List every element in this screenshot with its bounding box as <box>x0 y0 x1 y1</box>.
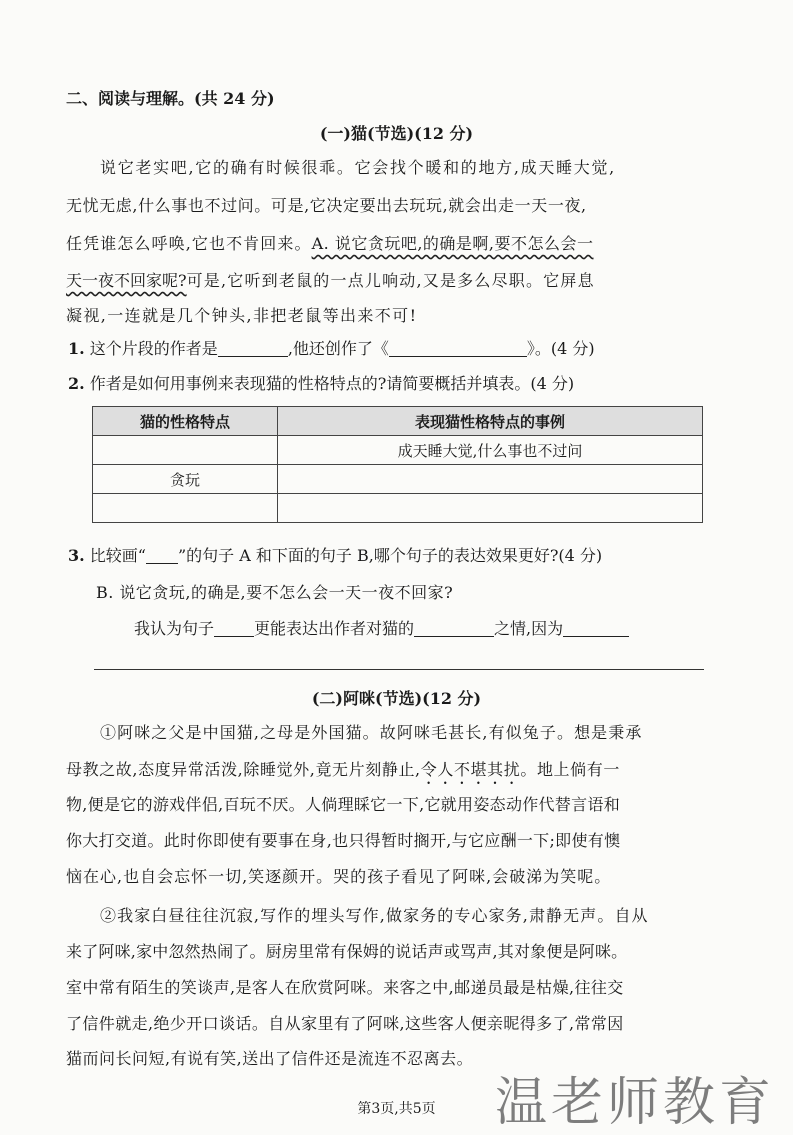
q1-suffix: 》。(4 分) <box>526 339 595 358</box>
passage2-line: 来了阿咪,家中忽然热闹了。厨房里常有保姆的说话声或骂声,其对象便是阿咪。 <box>66 942 628 961</box>
question-3 <box>68 543 602 566</box>
table-cell[interactable] <box>278 465 703 494</box>
table-row <box>93 436 703 465</box>
q3-mark-blank[interactable] <box>146 547 178 564</box>
q3-sentence-blank[interactable] <box>214 620 254 637</box>
table-cell[interactable] <box>93 436 278 465</box>
q3-prefix: 比较画“ <box>89 546 146 565</box>
passage2-line: 物,便是它的游戏伴侣,百玩不厌。人倘理睬它一下,它就用姿态动作代替言语和 <box>66 795 621 814</box>
passage2-line: ①阿咪之父是中国猫,之母是外国猫。故阿咪毛甚长,有似兔子。想是秉承 <box>100 723 643 742</box>
q2-number: 2. <box>68 374 85 393</box>
table-row <box>93 465 703 494</box>
q3-feeling-blank[interactable] <box>414 620 494 637</box>
question-2 <box>68 371 574 394</box>
passage1-line <box>66 231 594 254</box>
q3-answer <box>134 616 629 639</box>
table-header-row <box>93 407 703 436</box>
table-header: 表现猫性格特点的事例 <box>278 407 703 436</box>
passage2-text: 母教之故,态度异常活泼,除睡觉外,竟无片刻静止, <box>66 760 421 779</box>
sentence-a: A. 说它贪玩吧,的确是啊,要不怎么会一 <box>311 234 594 253</box>
passage2-line: 猫而问长问短,有说有笑,送出了信件还是流连不忍离去。 <box>66 1049 474 1068</box>
question-1 <box>68 336 595 359</box>
q3-answer-mid2: 之情,因为 <box>494 619 564 638</box>
q2-text: 作者是如何用事例来表现猫的性格特点的?请简要概括并填表。(4 分) <box>89 374 575 393</box>
q3-reason-blank[interactable] <box>563 620 629 637</box>
passage2-line: 了信件就走,绝少开口谈话。自从家里有了阿咪,这些客人便亲昵得多了,常常因 <box>66 1014 624 1033</box>
passage2-text: 。地上倘有一 <box>520 760 620 779</box>
table-cell: 贪玩 <box>93 465 278 494</box>
passage2-line <box>66 757 620 788</box>
q3-answer-line[interactable] <box>94 669 704 670</box>
table-row <box>93 494 703 523</box>
q3-sentence-b: B. 说它贪玩,的确是,要不怎么会一天一夜不回家? <box>96 583 454 602</box>
q1-prefix: 这个片段的作者是 <box>89 339 218 358</box>
q3-number: 3. <box>68 546 85 565</box>
passage1-text: 可是,它听到老鼠的一点儿响动,又是多么尽职。它屏息 <box>186 271 595 290</box>
passage1-title: (一)猫(节选)(12 分) <box>319 124 474 143</box>
passage1-line: 凝视,一连就是几个钟头,非把老鼠等出来不可! <box>66 306 418 325</box>
passage2-line: ②我家白昼往往沉寂,写作的埋头写作,做家务的专心家务,肃静无声。自从 <box>100 906 649 925</box>
passage1-text: 任凭谁怎么呼唤,它也不肯回来。 <box>66 234 312 253</box>
section-heading: 二、阅读与理解。(共 24 分) <box>66 89 275 108</box>
q3-answer-mid: 更能表达出作者对猫的 <box>254 619 415 638</box>
passage2-title: (二)阿咪(节选)(12 分) <box>311 689 482 708</box>
table-cell: 成天睡大觉,什么事也不过问 <box>278 436 703 465</box>
passage2-line: 你大打交道。此时你即使有要事在身,也只得暂时搁开,与它应酬一下;即使有懊 <box>66 831 621 850</box>
q3-suffix: ”的句子 A 和下面的句子 B,哪个句子的表达效果更好?(4 分) <box>177 546 603 565</box>
sentence-a-continued: 天一夜不回家呢? <box>66 271 187 290</box>
watermark-text: 温老师教育 <box>494 1073 775 1133</box>
passage1-line: 无忧无虑,什么事也不过问。可是,它决定要出去玩玩,就会出走一天一夜, <box>66 196 587 215</box>
passage2-line: 室中常有陌生的笑谈声,是客人在欣赏阿咪。来客之中,邮递员最是枯燥,往往交 <box>66 978 624 997</box>
table-header: 猫的性格特点 <box>93 407 278 436</box>
q1-middle: ,他还创作了《 <box>287 339 389 358</box>
table-cell[interactable] <box>278 494 703 523</box>
table-cell[interactable] <box>93 494 278 523</box>
q3-answer-prefix: 我认为句子 <box>134 619 215 638</box>
passage1-line <box>66 268 595 291</box>
passage1-line: 说它老实吧,它的确有时候很乖。它会找个暖和的地方,成天睡大觉, <box>100 158 616 177</box>
passage2-line: 恼在心,也自会忘怀一切,笑逐颜开。哭的孩子看见了阿咪,会破涕为笑呢。 <box>66 867 612 886</box>
q1-number: 1. <box>68 339 85 358</box>
character-traits-table <box>92 406 703 523</box>
page-number: 第3页,共5页 <box>357 1101 436 1117</box>
q1-author-blank[interactable] <box>218 340 288 357</box>
emphasized-phrase: 令人不堪其扰 <box>420 760 521 779</box>
q1-work-blank[interactable] <box>389 340 527 357</box>
